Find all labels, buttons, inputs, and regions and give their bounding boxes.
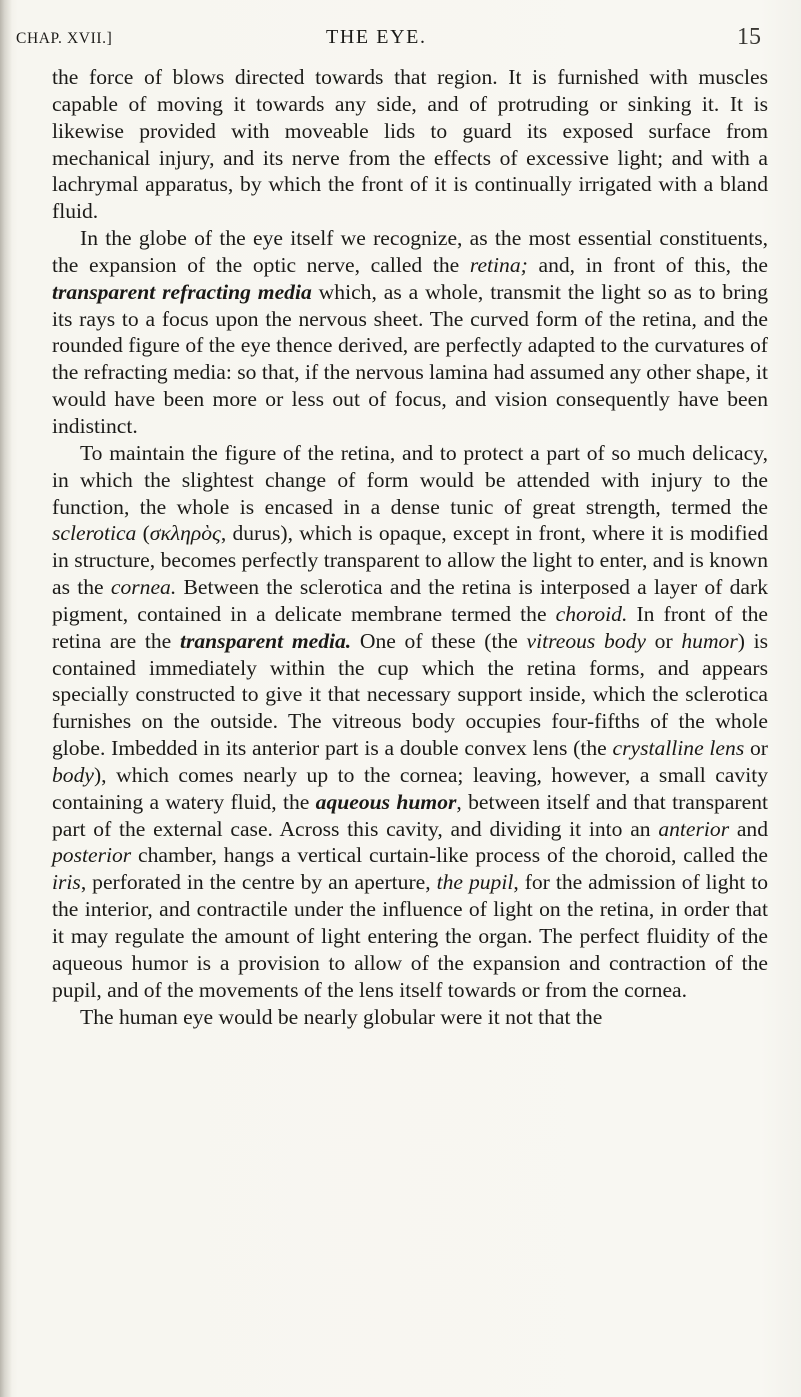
term-posterior: posterior [52,843,132,868]
term-retina: retina; [469,252,528,277]
paragraph-1 [52,64,768,225]
term-vitreous-body: vitreous body [526,628,646,653]
term-choroid: choroid. [555,601,628,626]
paragraph-2: In the globe of the eye itself we recognize, as the most essential constituents, the expansion of the optic nerve, called the retina; and, in front of this, the transparent refracting media which, as a whole, transmit the light so as to bring its rays to a focus upon the nervous sheet. The curved form of the retina, and the rounded figure of the eye thence derived, are perfectly adapted to the curvatures of the refracting media: so that, if the nervous lamina had assumed any other shape, it would have been more or less out of focus, and vision consequently have been indistinct. [52,226,768,438]
term-pupil: the pupil [436,870,514,895]
term-anterior: anterior [658,816,730,841]
term-humor: humor [681,628,738,653]
term-cornea: cornea. [110,575,177,600]
binding-shadow [0,0,12,1397]
page-title: THE EYE. [326,26,427,48]
term-body: body [52,762,94,787]
body-text [52,64,768,1030]
greek-word: σκληρὸς [149,521,221,546]
paragraph-4 [52,1004,768,1031]
term-aqueous-humor: aqueous humor [315,789,457,814]
running-header [16,24,761,54]
chapter-label: CHAP. XVII.] [16,30,113,47]
paragraph-1-text: the force of blows directed towards that region. It is furnished with muscles capable of moving it towards any side, and of protruding or sinking it. It is likewise provided with moveable lids to guard its exposed surface from mechanical injury, and its nerve from the effects of excessive light; and with a lachrymal apparatus, by which the front of it is continually irrigated with a bland fluid. [52,65,768,224]
term-transparent-refracting-media: transparent refracting media [52,279,312,304]
term-crystalline-lens: crystalline lens [612,736,745,761]
paragraph-3: To maintain the figure of the retina, and to protect a part of so much delicacy, in which the slightest change of form would be attended with injury to the function, the whole is encased in a dense tunic of great strength, termed the sclerotica (σκληρὸς, durus), which is opaque, except in front, where it is modified in structure, becomes perfectly transparent to allow the light to enter, and is known as the cornea. Between the sclerotica and the retina is interposed a layer of dark pigment, contained in a delicate membrane termed the choroid. In front of the retina are the transparent media. One of these (the vitreous body or humor) is contained immediately within the cup which the retina forms, and appears specially constructed to give it that necessary support inside, which the sclerotica furnishes on the outside. The vitreous body occupies four-fifths of the whole globe. Imbedded in its anterior part is a double convex lens (the crystalline lens or body), which comes nearly up to the cornea; leaving, however, a small cavity containing a watery fluid, the aqueous humor, between itself and that transparent part of the external case. Across this cavity, and dividing it into an anterior and posterior chamber, hangs a vertical curtain-like process of the choroid, called the iris, perforated in the centre by an aperture, the pupil, for the admission of light to the interior, and contractile under the influence of light on the retina, in order that it may regulate the amount of light entering the organ. The perfect fluidity of the aqueous humor is a provision to allow of the expansion and contraction of the pupil, and of the movements of the lens itself towards or from the cornea. [52,440,769,1002]
term-transparent-media: transparent media. [179,628,352,653]
term-iris: iris [52,870,81,895]
term-sclerotica: sclerotica [52,521,137,546]
paragraph-4-text: The human eye would be nearly globular were it not that the [80,1004,603,1029]
page-number: 15 [737,24,761,50]
